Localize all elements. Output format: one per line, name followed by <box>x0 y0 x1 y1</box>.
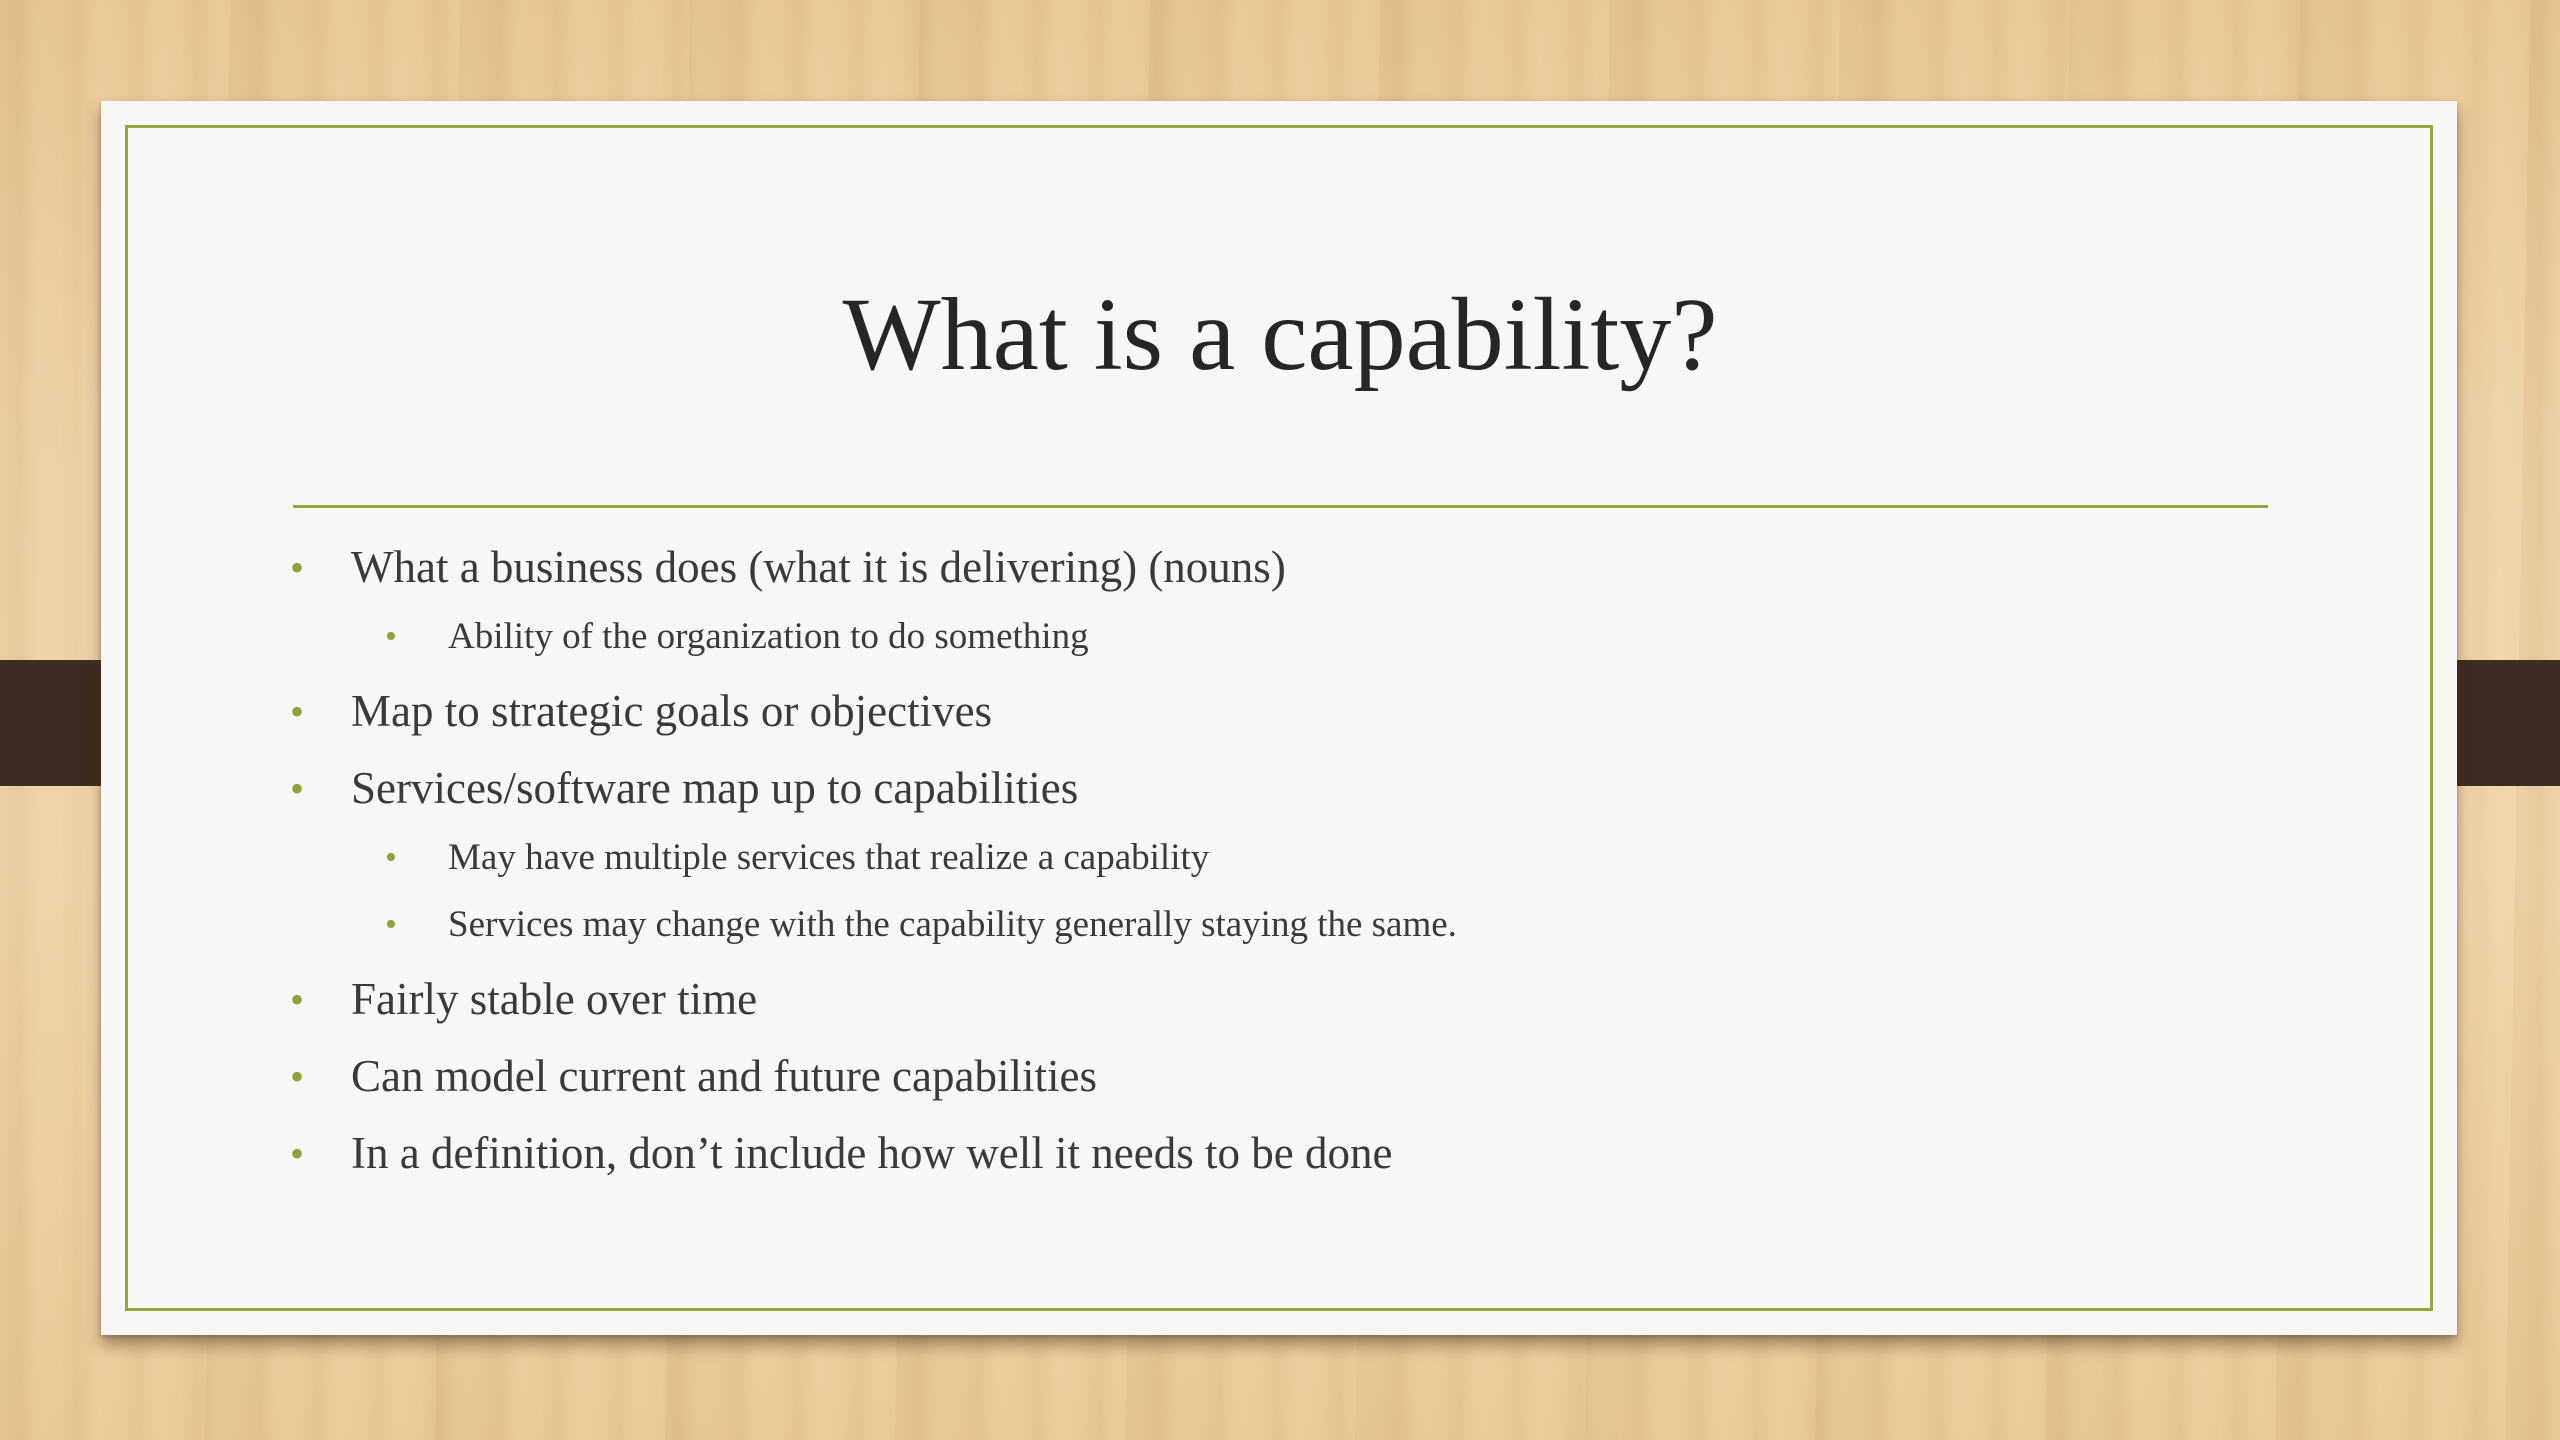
bullet-dot-icon: • <box>290 977 305 1022</box>
sub-bullet-item <box>290 833 2240 900</box>
bullet-text: Map to strategic goals or objectives <box>351 686 993 736</box>
bullet-dot-icon: • <box>385 906 397 943</box>
bullet-item <box>290 535 2240 612</box>
slide-title: What is a capability? <box>842 277 1718 392</box>
bullet-dot-icon: • <box>385 618 397 655</box>
bullet-dot-icon: • <box>290 1131 305 1176</box>
sub-bullet-item <box>290 612 2240 679</box>
bullet-text: Ability of the organization to do something <box>448 616 1089 657</box>
bullet-dot-icon: • <box>290 766 305 811</box>
bullet-item <box>290 679 2240 756</box>
bullet-list <box>290 535 2240 1198</box>
bullet-dot-icon: • <box>290 689 305 734</box>
title-divider <box>293 505 2268 508</box>
bullet-dot-icon: • <box>385 839 397 876</box>
bullet-item <box>290 1121 2240 1198</box>
bullet-text: What a business does (what it is delivering) (nouns) <box>351 542 1286 592</box>
sub-bullet-item <box>290 900 2240 967</box>
bullet-text: Fairly stable over time <box>351 974 758 1024</box>
bullet-item <box>290 967 2240 1044</box>
bullet-text: In a definition, don’t include how well it needs to be done <box>351 1128 1393 1178</box>
bullet-text: Can model current and future capabilities <box>351 1051 1097 1101</box>
bullet-dot-icon: • <box>290 1054 305 1099</box>
bullet-item <box>290 1044 2240 1121</box>
bullet-dot-icon: • <box>290 545 305 590</box>
bullet-text: May have multiple services that realize a capability <box>448 837 1210 878</box>
bullet-text: Services may change with the capability generally staying the same. <box>448 904 1457 945</box>
bullet-item <box>290 756 2240 833</box>
bullet-text: Services/software map up to capabilities <box>351 763 1079 813</box>
